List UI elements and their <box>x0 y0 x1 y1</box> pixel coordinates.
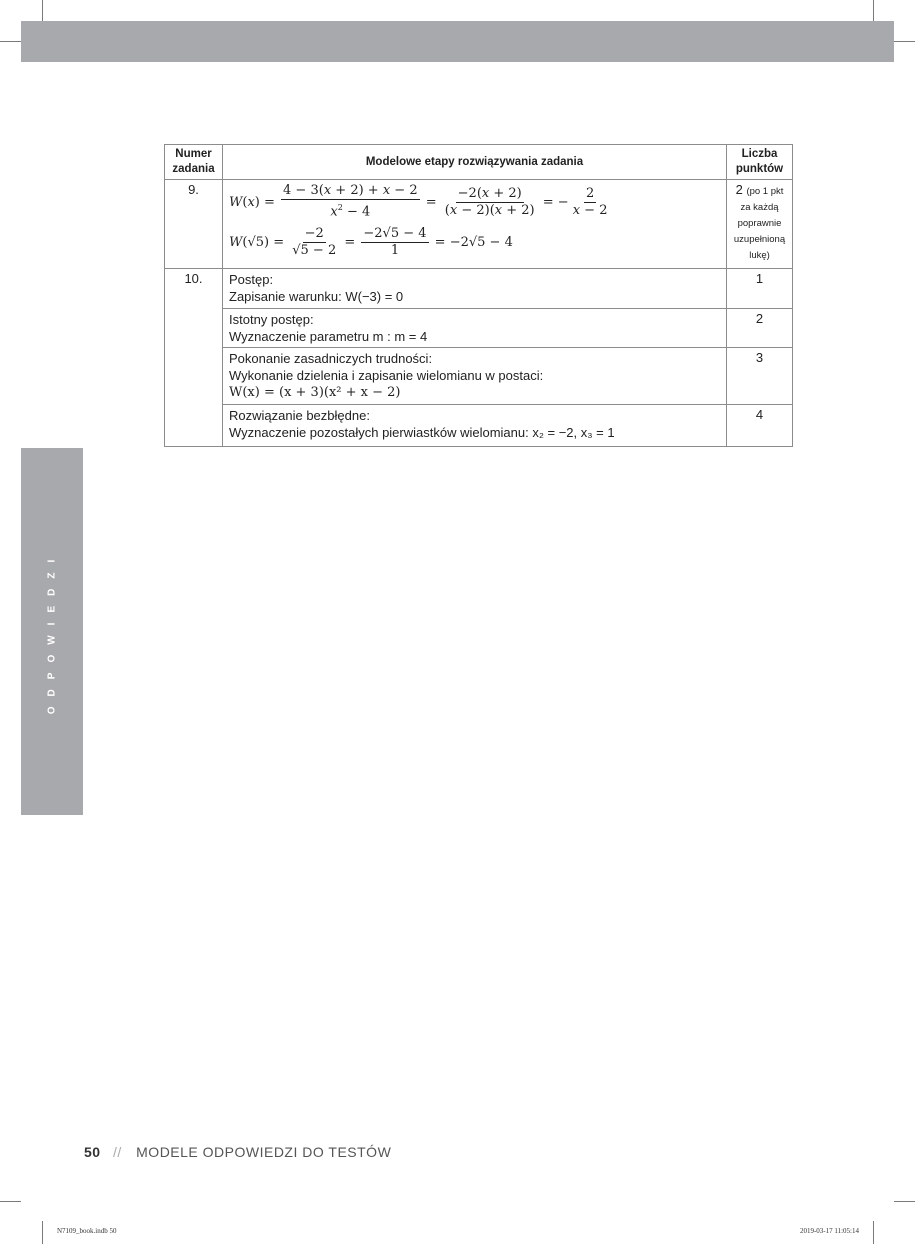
points-note: (po 1 pkt za każdą poprawnie uzupełnioną lukę) <box>733 186 786 261</box>
page-footer <box>84 1144 391 1160</box>
footer-title: MODELE ODPOWIEDZI DO TESTÓW <box>136 1144 392 1160</box>
substep-title: Rozwiązanie bezbłędne: <box>229 408 370 423</box>
substep-desc: Zapisanie warunku: W(−3) = 0 <box>229 289 404 304</box>
crop-mark <box>873 0 874 21</box>
task-number: 9. <box>165 180 223 269</box>
equation-w-x: W ( x ) = $\frac{4 - 3(x + 2) + x - 2}{x^2 - 4}$ = $\frac{-2(x + 2)}{(x - 2)(x + 2)}$ = − $\frac{2}{x - 2}$ <box>229 183 608 220</box>
equation-w-sqrt5: W (√5) = $\frac{-2}{√5 - 2}$ = $\frac{-2√5 - 4}{1}$ = −2√5 − 4 <box>229 225 513 258</box>
crop-mark <box>0 41 21 42</box>
answers-table <box>164 144 793 447</box>
substep-points: 4 <box>727 405 793 447</box>
header-bar <box>21 21 894 62</box>
substep-formula: W(x) = (x + 3)(x² + x − 2) <box>229 385 401 400</box>
header-steps: Modelowe etapy rozwiązywania zadania <box>223 145 727 180</box>
substep-desc: Wyznaczenie pozostałych pierwiastków wielomianu: x₂ = −2, x₃ = 1 <box>229 425 615 440</box>
substep <box>223 309 727 348</box>
crop-mark <box>0 1201 21 1202</box>
header-points: Liczba punktów <box>727 145 793 180</box>
crop-mark <box>894 41 915 42</box>
substep-title: Istotny postęp: <box>229 312 314 327</box>
side-tab-label: ODPOWIEDZI <box>46 549 58 715</box>
table-row <box>165 309 793 348</box>
table-header-row <box>165 145 793 180</box>
crop-mark <box>894 1201 915 1202</box>
task-steps <box>223 180 727 269</box>
crop-mark <box>42 0 43 21</box>
header-task-number: Numer zadania <box>165 145 223 180</box>
substep-points: 3 <box>727 348 793 405</box>
crop-mark <box>873 1221 874 1244</box>
substep <box>223 348 727 405</box>
substep-points: 2 <box>727 309 793 348</box>
crop-mark <box>42 1221 43 1244</box>
table-row <box>165 348 793 405</box>
substep-title: Pokonanie zasadniczych trudności: <box>229 351 433 366</box>
slug-right: 2019-03-17 11:05:14 <box>799 1227 859 1235</box>
task-number: 10. <box>165 269 223 447</box>
substep <box>223 405 727 447</box>
substep-desc: Wykonanie dzielenia i zapisanie wielomianu w postaci: <box>229 368 544 383</box>
table-row <box>165 405 793 447</box>
table-row <box>165 269 793 309</box>
substep-title: Postęp: <box>229 272 274 287</box>
table-row <box>165 180 793 269</box>
slug-left: N7109_book.indb 50 <box>57 1227 117 1235</box>
page-number: 50 <box>84 1144 101 1160</box>
substep-desc: Wyznaczenie parametru m : m = 4 <box>229 329 428 344</box>
substep <box>223 269 727 309</box>
task-points <box>727 180 793 269</box>
substep-points: 1 <box>727 269 793 309</box>
footer-separator: // <box>112 1144 122 1160</box>
points-value: 2 <box>735 182 743 197</box>
